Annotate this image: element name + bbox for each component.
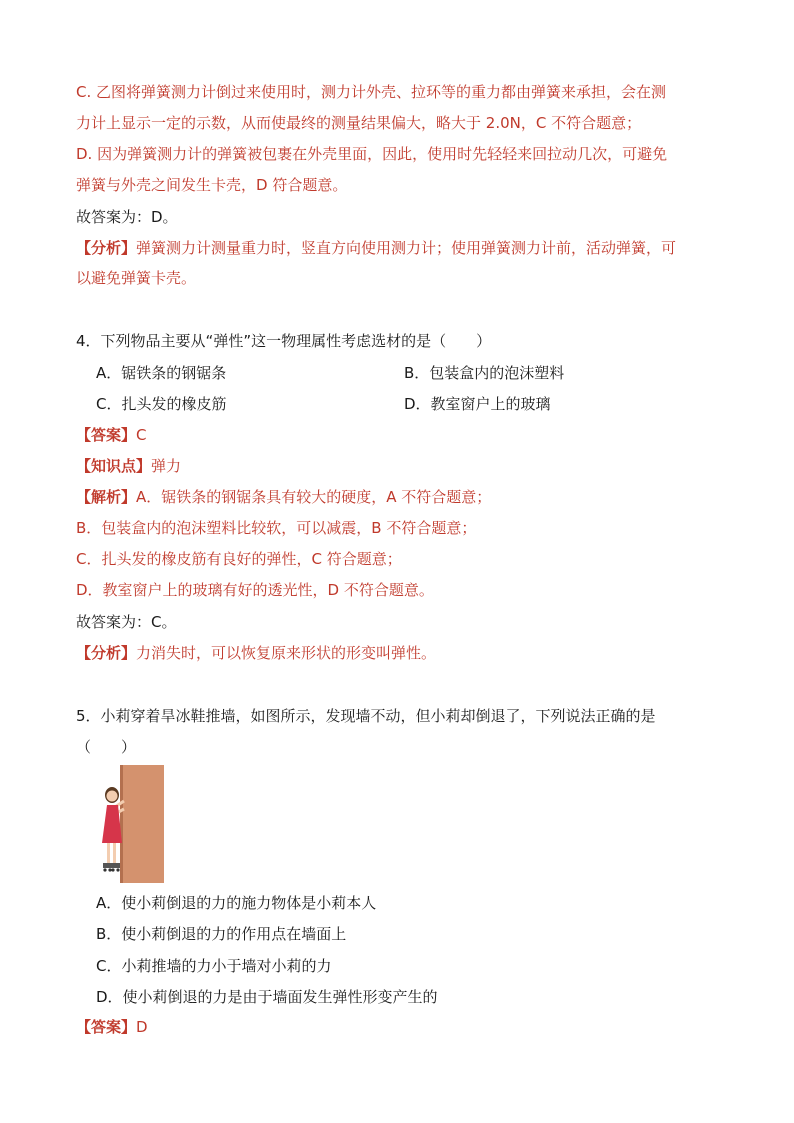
roller-skate: [111, 863, 120, 868]
explanation-text: C．扎头发的橡皮筋有良好的弹性，C 符合题意；: [76, 550, 402, 568]
question-5-stem: （ ）: [76, 738, 137, 756]
girl-pushing-wall-figure: [98, 765, 164, 883]
question-5-stem: 5．小莉穿着旱冰鞋推墙，如图所示，发现墙不动，但小莉却倒退了，下列说法正确的是: [76, 707, 656, 725]
text-line: 力计上显示一定的示数，从而使最终的测量结果偏大，略大于 2.0N，C 不符合题意；: [76, 114, 642, 132]
girl-pushing-wall-illustration: [98, 765, 164, 883]
analysis-tag: 【分析】: [76, 239, 137, 257]
question-4-analysis: [76, 643, 436, 663]
question-5-option-b: B．使小莉倒退的力的作用点在墙面上: [96, 925, 347, 943]
question-4-knowledge-point: [76, 456, 181, 476]
question-5-option-c: C．小莉推墙的力小于墙对小莉的力: [96, 957, 332, 975]
answer-tag: 【答案】: [76, 426, 137, 444]
question-5-answer: [76, 1017, 148, 1037]
answer-tag: 【答案】: [76, 1018, 137, 1036]
knowledge-point-tag: 【知识点】: [76, 457, 152, 475]
explanation-text: B．包装盒内的泡沫塑料比较软，可以减震，B 不符合题意；: [76, 519, 477, 537]
wall: [120, 765, 164, 883]
answer-line: 故答案为：C。: [76, 613, 177, 631]
text-line: C. 乙图将弹簧测力计倒过来使用时，测力计外壳、拉环等的重力都由弹簧来承担，会在测: [76, 83, 667, 101]
roller-skate: [103, 863, 112, 868]
question-4-option-b: B．包装盒内的泡沫塑料: [404, 364, 565, 382]
analysis-tag: 【分析】: [76, 644, 137, 662]
answer-value: C: [136, 426, 147, 444]
question-4-answer: [76, 425, 147, 445]
analysis-text: 以避免弹簧卡壳。: [76, 269, 197, 287]
explanation-text: D．教室窗户上的玻璃有好的透光性，D 不符合题意。: [76, 581, 434, 599]
question-4-option-a: A．锯铁条的钢锯条: [96, 364, 227, 382]
text-line: D. 因为弹簧测力计的弹簧被包裹在外壳里面，因此，使用时先轻轻来回拉动几次，可避免: [76, 145, 668, 163]
question-4-explanation: [76, 487, 491, 507]
knowledge-point-value: 弹力: [151, 457, 182, 475]
text-line: 弹簧与外壳之间发生卡壳，D 符合题意。: [76, 176, 348, 194]
question-4-option-c: C．扎头发的橡皮筋: [96, 395, 227, 413]
question-4-option-d: D．教室窗户上的玻璃: [404, 395, 551, 413]
explanation-text: A．锯铁条的钢锯条具有较大的硬度，A 不符合题意；: [136, 488, 492, 506]
explanation-tag: 【解析】: [76, 488, 137, 506]
question-4-stem: 4．下列物品主要从“弹性”这一物理属性考虑选材的是（ ）: [76, 332, 492, 350]
analysis-line: [76, 238, 676, 258]
analysis-text: 弹簧测力计测量重力时，竖直方向使用测力计；使用弹簧测力计前，活动弹簧，可: [136, 239, 677, 257]
answer-value: D: [136, 1018, 148, 1036]
analysis-text: 力消失时，可以恢复原来形状的形变叫弹性。: [136, 644, 437, 662]
answer-line: 故答案为：D。: [76, 208, 178, 226]
head: [107, 791, 118, 802]
question-5-option-d: D．使小莉倒退的力是由于墙面发生弹性形变产生的: [96, 988, 438, 1006]
question-5-option-a: A．使小莉倒退的力的施力物体是小莉本人: [96, 894, 377, 912]
